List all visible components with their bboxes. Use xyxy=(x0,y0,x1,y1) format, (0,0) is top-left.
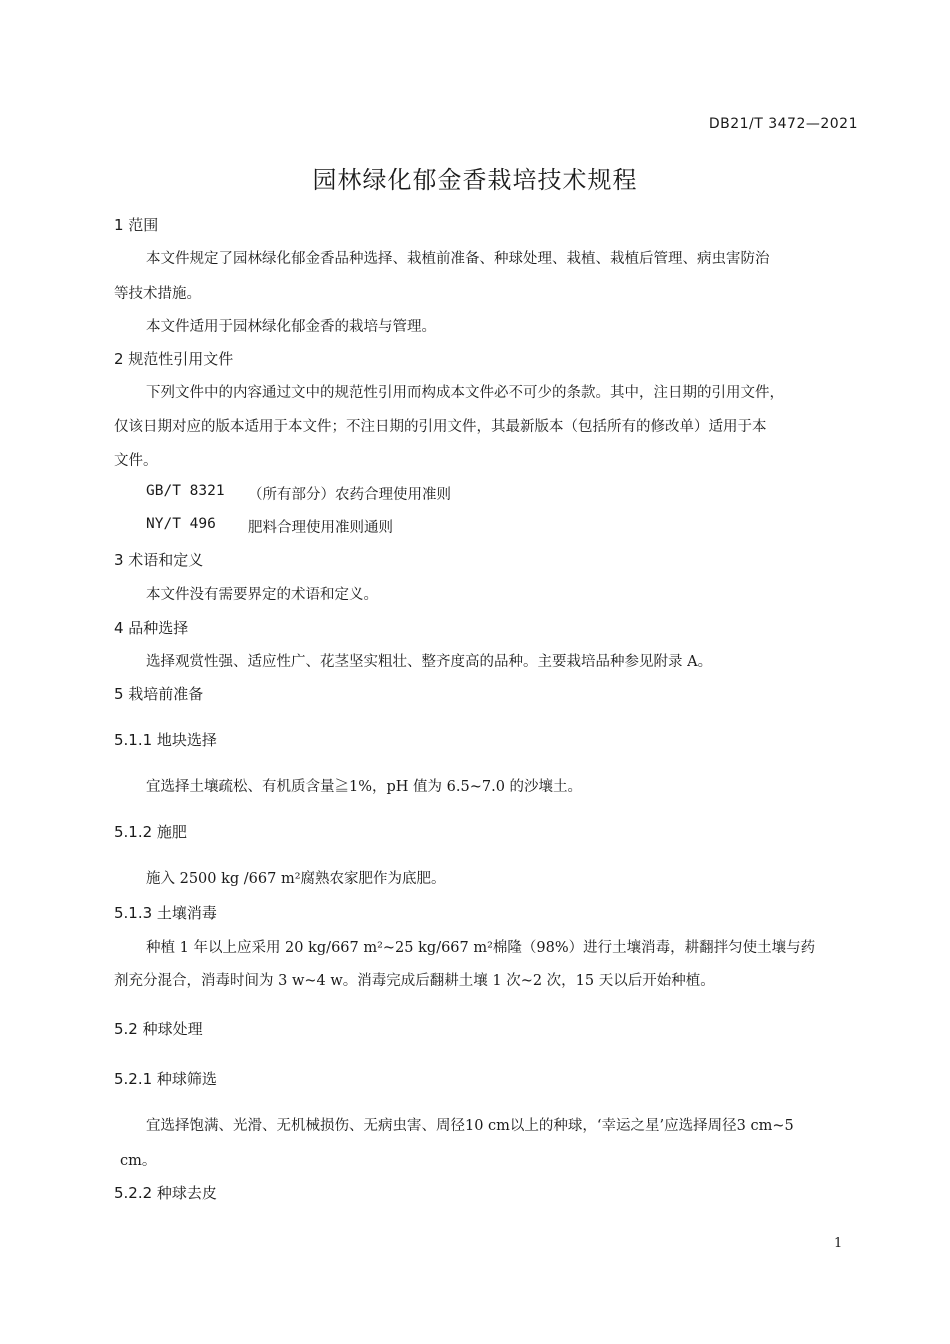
section-3-paragraph: 本文件没有需要界定的术语和定义。 xyxy=(146,587,378,603)
page-number: 1 xyxy=(834,1236,843,1251)
section-5-1-1-heading: 5.1.1 地块选择 xyxy=(114,731,217,749)
reference-title: （所有部分）农药合理使用准则 xyxy=(248,487,451,503)
section-5-2-1-line-1: 宜选择饱满、光滑、无机械损伤、无病虫害、周径10 cm以上的种球，‘幸运之星’应选择周径3 cm~5 xyxy=(146,1118,794,1134)
section-1-paragraph-1-line-2: 等技术措施。 xyxy=(114,286,201,302)
section-4-heading: 4 品种选择 xyxy=(114,619,189,637)
section-3-heading: 3 术语和定义 xyxy=(114,551,204,569)
document-number: DB21/T 3472—2021 xyxy=(708,116,858,132)
section-5-2-2-heading: 5.2.2 种球去皮 xyxy=(114,1184,217,1202)
reference-title: 肥料合理使用准则通则 xyxy=(248,520,393,536)
section-5-1-3-line-1: 种植 1 年以上应采用 20 kg/667 m²~25 kg/667 m²棉隆（98%）进行土壤消毒，耕翻拌匀使土壤与药 xyxy=(146,940,816,956)
section-2-paragraph-line-3: 文件。 xyxy=(114,453,158,469)
section-5-1-2-paragraph: 施入 2500 kg /667 m²腐熟农家肥作为底肥。 xyxy=(146,871,446,887)
section-1-heading: 1 范围 xyxy=(114,216,159,234)
section-5-1-3-heading: 5.1.3 土壤消毒 xyxy=(114,904,217,922)
reference-code: GB/T 8321 xyxy=(146,483,225,499)
section-5-2-heading: 5.2 种球处理 xyxy=(114,1020,203,1038)
reference-code: NY/T 496 xyxy=(146,516,216,532)
section-5-2-1-line-2: cm。 xyxy=(120,1153,157,1169)
section-4-paragraph: 选择观赏性强、适应性广、花茎坚实粗壮、整齐度高的品种。主要栽培品种参见附录 A。 xyxy=(146,654,713,670)
section-5-1-2-heading: 5.1.2 施肥 xyxy=(114,823,187,841)
section-5-heading: 5 栽培前准备 xyxy=(114,685,204,703)
section-2-heading: 2 规范性引用文件 xyxy=(114,350,234,368)
section-2-paragraph-line-1: 下列文件中的内容通过文中的规范性引用而构成本文件必不可少的条款。其中，注日期的引用文件， xyxy=(146,385,784,401)
document-title: 园林绿化郁金香栽培技术规程 xyxy=(312,166,638,194)
section-5-1-1-paragraph: 宜选择土壤疏松、有机质含量≧1%，pH 值为 6.5~7.0 的沙壤土。 xyxy=(146,779,583,795)
section-5-2-1-heading: 5.2.1 种球筛选 xyxy=(114,1070,217,1088)
section-1-paragraph-2: 本文件适用于园林绿化郁金香的栽培与管理。 xyxy=(146,319,436,335)
section-5-1-3-line-2: 剂充分混合，消毒时间为 3 w~4 w。消毒完成后翻耕土壤 1 次~2 次，15 天以后开始种植。 xyxy=(114,973,715,989)
section-2-paragraph-line-2: 仅该日期对应的版本适用于本文件；不注日期的引用文件，其最新版本（包括所有的修改单）适用于本 xyxy=(114,419,767,435)
section-1-paragraph-1-line-1: 本文件规定了园林绿化郁金香品种选择、栽植前准备、种球处理、栽植、栽植后管理、病虫害防治 xyxy=(146,251,770,267)
